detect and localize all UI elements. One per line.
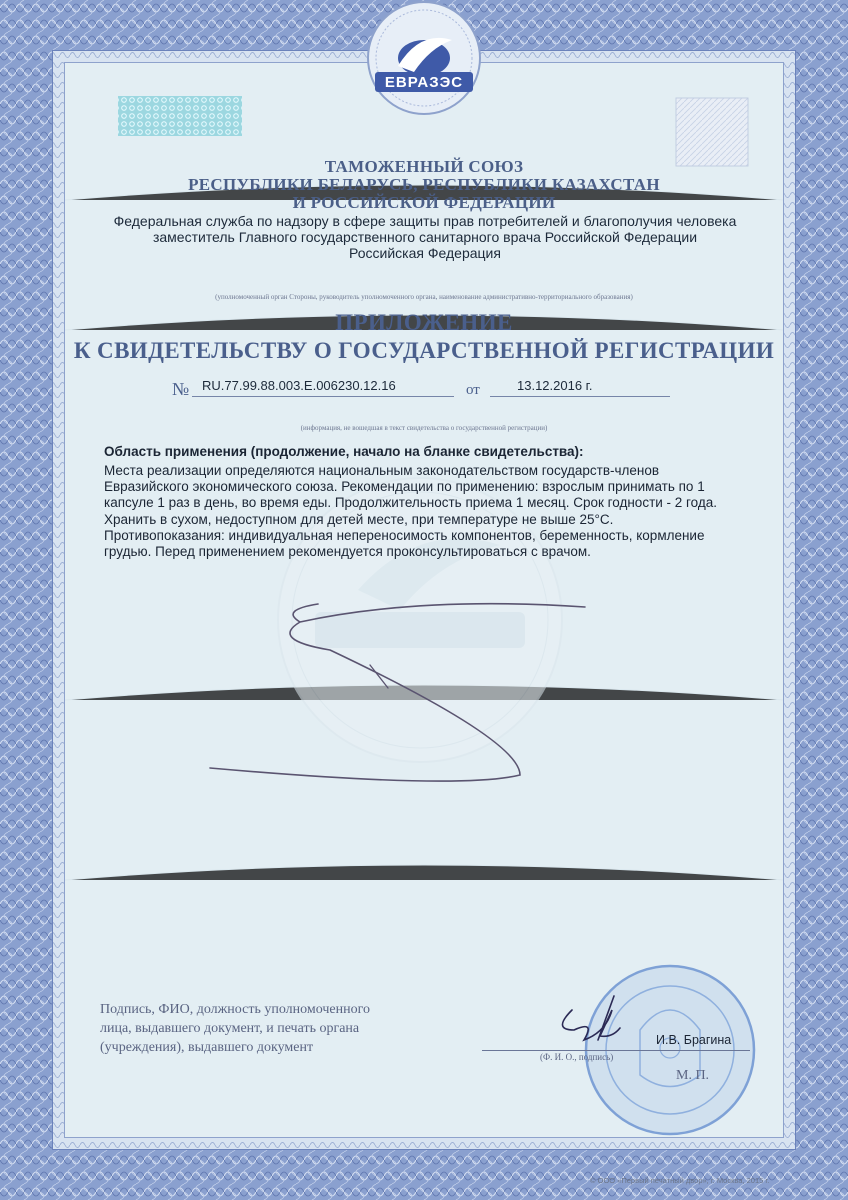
header-line-2: РЕСПУБЛИКИ БЕЛАРУСЬ, РЕСПУБЛИКИ КАЗАХСТАН	[188, 175, 660, 194]
header-line-1: ТАМОЖЕННЫЙ СОЮЗ	[324, 157, 524, 176]
authority-line-1: Федеральная служба по надзору в сфере защиты прав потребителей и благополучия человека	[113, 213, 737, 229]
authority-line-3: Российская Федерация	[349, 245, 501, 261]
emblem-label: ЕВРАЗЭС	[384, 74, 464, 91]
title-line-2: К СВИДЕТЕЛЬСТВУ О ГОСУДАРСТВЕННОЙ РЕГИСТРАЦИИ	[73, 338, 775, 363]
authority-caption: (уполномоченный орган Стороны, руководитель уполномоченного органа, наименование административно-территориального образования)	[215, 293, 633, 301]
from-label: от	[466, 382, 480, 398]
title-line-1: ПРИЛОЖЕНИЕ	[335, 310, 513, 335]
signature-underline	[482, 1050, 750, 1051]
body-line: Евразийского экономического союза. Рекомендации по применению: взрослым принимать по 1	[104, 479, 705, 495]
body-line: Места реализации определяются национальным законодательством государств-членов	[104, 463, 660, 478]
body-line: Противопоказания: индивидуальная непереносимость компонентов, беременность, кормление	[104, 527, 705, 543]
number-sign: №	[172, 379, 190, 399]
body-line: капсуле 1 раз в день, во время еды. Продолжительность приема 1 месяц. Срок годности - 2 года.	[104, 495, 718, 511]
authority-line-2: заместитель Главного государственного санитарного врача Российской Федерации	[152, 229, 698, 245]
section-body	[104, 463, 754, 560]
signer-name: И.В. Брагина	[656, 1033, 732, 1047]
signature-caption-line: (учреждения), выдавшего документ	[100, 1040, 314, 1055]
signature-caption-line: Подпись, ФИО, должность уполномоченного	[100, 1002, 370, 1017]
header-line-3: И РОССИЙСКОЙ ФЕДЕРАЦИИ	[292, 193, 556, 212]
number-underline	[192, 396, 454, 397]
info-caption: (информация, не вошедшая в текст свидетельства о государственной регистрации)	[300, 424, 548, 432]
registration-row	[0, 376, 848, 400]
signature-caption-line: лица, выдавшего документ, и печать органа	[100, 1021, 360, 1036]
section-title: Область применения (продолжение, начало на бланке свидетельства):	[104, 444, 584, 459]
body-line: грудью. Перед применением рекомендуется проконсультироваться с врачом.	[104, 544, 591, 560]
registration-number: RU.77.99.88.003.Е.006230.12.16	[202, 378, 396, 393]
body-line: Хранить в сухом, недоступном для детей месте, при температуре не выше 25°С.	[104, 511, 614, 527]
fio-caption: (Ф. И. О., подпись)	[540, 1052, 614, 1062]
date-underline	[490, 396, 670, 397]
signature-caption	[100, 1000, 470, 1057]
registration-date: 13.12.2016 г.	[517, 378, 593, 393]
seal-place-label: М. П.	[676, 1068, 710, 1083]
printer-note: © ООО «Первый печатный двор», г. Москва, 2015 г.	[590, 1176, 770, 1185]
